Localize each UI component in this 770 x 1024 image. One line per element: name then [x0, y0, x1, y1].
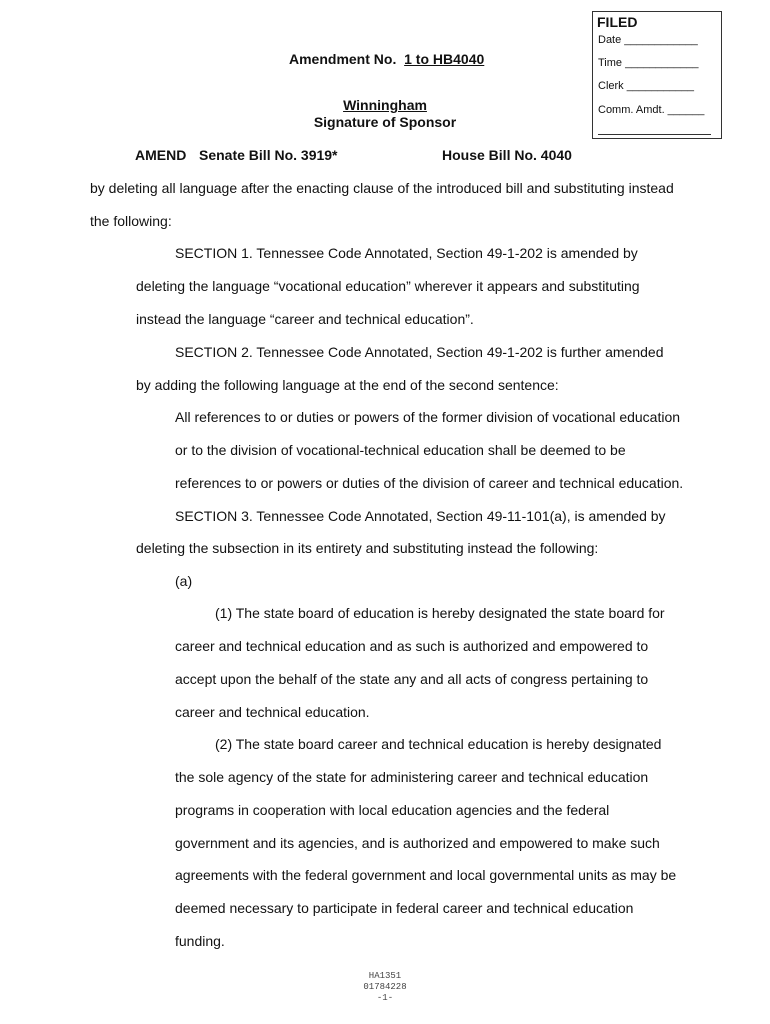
sponsor-name: Winningham: [343, 97, 427, 113]
body-line: funding.: [175, 933, 225, 949]
amendment-title: [289, 51, 484, 67]
footer-code: HA1351: [368, 971, 402, 981]
quoted-line: or to the division of vocational-technical education shall be deemed to be: [175, 442, 626, 458]
page-number: -1-: [376, 993, 394, 1003]
body-line: instead the language “career and technical education”.: [136, 311, 474, 327]
body-line: career and technical education and as such is authorized and empowered to: [175, 638, 649, 654]
amendment-prefix: Amendment No.: [289, 51, 397, 67]
amend-label: AMEND: [135, 147, 187, 163]
section-3-heading: SECTION 3. Tennessee Code Annotated, Section 49-11-101(a), is amended by: [175, 508, 666, 524]
amendment-number: 1 to HB4040: [404, 51, 485, 67]
body-line: by deleting all language after the enacting clause of the introduced bill and substituting instead: [90, 180, 674, 196]
footer-number: 01784228: [363, 982, 407, 992]
filed-date-line: Date ____________: [598, 34, 698, 46]
body-line: accept upon the behalf of the state any and all acts of congress pertaining to: [175, 671, 649, 687]
filed-clerk-line: Clerk ___________: [598, 80, 695, 92]
quoted-line: references to or powers or duties of the division of career and technical education.: [175, 475, 684, 491]
senate-bill: Senate Bill No. 3919*: [199, 147, 338, 163]
filed-title: FILED: [597, 14, 638, 30]
section-2-heading: SECTION 2. Tennessee Code Annotated, Section 49-1-202 is further amended: [175, 344, 664, 360]
body-line: deleting the subsection in its entirety and substituting instead the following:: [136, 540, 599, 556]
section-1-heading: SECTION 1. Tennessee Code Annotated, Section 49-1-202 is amended by: [175, 245, 638, 261]
filed-comm-amdt-line: Comm. Amdt. ______: [598, 104, 705, 116]
paragraph-2-line: (2) The state board career and technical education is hereby designated: [215, 736, 662, 752]
body-line: by adding the following language at the end of the second sentence:: [136, 377, 559, 393]
body-line: the following:: [90, 213, 172, 229]
body-line: programs in cooperation with local education agencies and the federal: [175, 802, 610, 818]
body-line: agreements with the federal government and local governmental units as may be: [175, 867, 677, 883]
filed-time-line: Time ____________: [598, 57, 699, 69]
body-line: career and technical education.: [175, 704, 370, 720]
body-line: government and its agencies, and is authorized and empowered to make such: [175, 835, 660, 851]
quoted-line: All references to or duties or powers of the former division of vocational education: [175, 409, 681, 425]
house-bill: House Bill No. 4040: [442, 147, 572, 163]
body-line: deemed necessary to participate in federal career and technical education: [175, 900, 634, 916]
paragraph-1-line: (1) The state board of education is hereby designated the state board for: [215, 605, 665, 621]
footer: [0, 971, 770, 1004]
body-line: deleting the language “vocational education” wherever it appears and substituting: [136, 278, 640, 294]
body-line: the sole agency of the state for administering career and technical education: [175, 769, 649, 785]
subsection-a-label: (a): [175, 573, 193, 589]
sponsor-caption: Signature of Sponsor: [313, 114, 457, 130]
